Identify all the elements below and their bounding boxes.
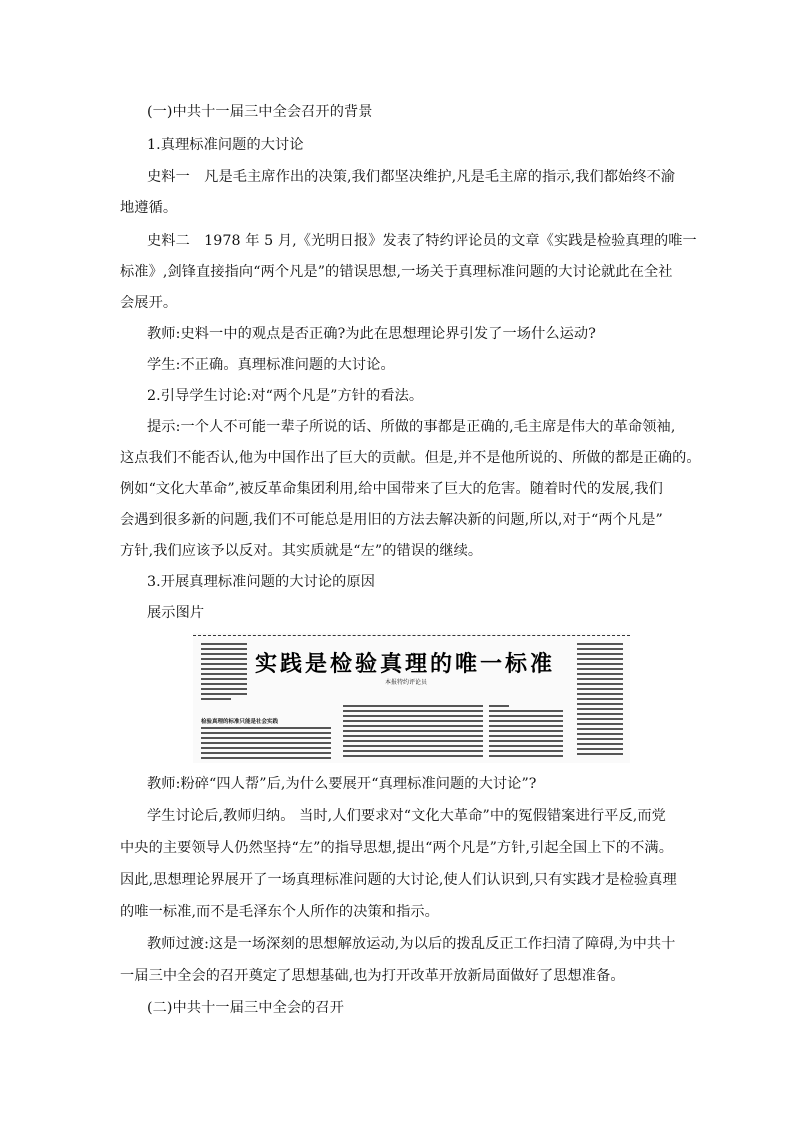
transition-line-1: 教师过渡:这是一场深刻的思想解放运动,为以后的拨乱反正工作扫清了障碍,为中共十 bbox=[147, 936, 676, 952]
newspaper-headline: 实践是检验真理的唯一标准 bbox=[255, 651, 556, 677]
source-two-line-3: 会展开。 bbox=[120, 295, 178, 311]
hint-line-1: 提示:一个人不可能一辈子所说的话、所做的事都是正确的,毛主席是伟大的革命领袖, bbox=[147, 419, 676, 435]
discussion-line-4: 的唯一标准,而不是毛泽东个人所作的决策和指示。 bbox=[120, 904, 439, 920]
source-one-line-2: 地遵循。 bbox=[120, 200, 178, 216]
subheading-truth-criterion: 1.真理标准问题的大讨论 bbox=[147, 137, 304, 153]
subheading-discussion: 2.引导学生讨论:对“两个凡是”方针的看法。 bbox=[147, 388, 424, 404]
newspaper-clipping-image bbox=[193, 633, 630, 763]
hint-line-5: 方针,我们应该予以反对。其实质就是“左”的错误的继续。 bbox=[120, 543, 483, 559]
hint-line-3: 例如“文化大革命”,被反革命集团利用,给中国带来了巨大的危害。随着时代的发展,我们 bbox=[120, 481, 663, 497]
text-column-left-top bbox=[201, 643, 247, 703]
newspaper-byline: 本报特约评论员 bbox=[385, 679, 428, 686]
discussion-line-3: 因此,思想理论界展开了一场真理标准问题的大讨论,使人们认识到,只有实践才是检验真理 bbox=[120, 872, 677, 888]
teacher-question-2: 教师:粉碎“四人帮”后,为什么要展开“真理标准问题的大讨论”? bbox=[147, 776, 537, 792]
newspaper-subheading: 检验真理的标准只能是社会实践 bbox=[201, 719, 279, 725]
source-two-line-1: 史料二 1978 年 5 月,《光明日报》发表了特约评论员的文章《实践是检验真理的唯一 bbox=[147, 233, 697, 249]
discussion-line-1: 学生讨论后,教师归纳。 当时,人们要求对“文化大革命”中的冤假错案进行平反,而党 bbox=[147, 808, 666, 824]
top-rule bbox=[193, 635, 630, 636]
source-one-line-1: 史料一 凡是毛主席作出的决策,我们都坚决维护,凡是毛主席的指示,我们都始终不渝 bbox=[147, 169, 676, 185]
subheading-reasons: 3.开展真理标准问题的大讨论的原因 bbox=[147, 574, 376, 590]
hint-line-2: 这点我们不能否认,他为中国作出了巨大的贡献。但是,并不是他所说的、所做的都是正确的。 bbox=[120, 450, 701, 466]
text-column-right bbox=[577, 643, 623, 758]
text-column-center bbox=[343, 705, 483, 760]
text-column-center-right bbox=[489, 705, 563, 760]
text-column-left-bottom bbox=[201, 727, 331, 762]
show-image-label: 展示图片 bbox=[147, 605, 205, 621]
source-two-line-2: 标准》,剑锋直接指向“两个凡是”的错误思想,一场关于真理标准问题的大讨论就此在全社 bbox=[120, 264, 673, 280]
section-heading-convening: (二)中共十一届三中全会的召开 bbox=[147, 1000, 345, 1016]
hint-line-4: 会遇到很多新的问题,我们不可能总是用旧的方法去解决新的问题,所以,对于“两个凡是” bbox=[120, 512, 663, 528]
discussion-line-2: 中央的主要领导人仍然坚持“左”的指导思想,提出“两个凡是”方针,引起全国上下的不满。 bbox=[120, 840, 673, 856]
section-heading-background: (一)中共十一届三中全会召开的背景 bbox=[147, 104, 373, 120]
student-answer-1: 学生:不正确。真理标准问题的大讨论。 bbox=[147, 357, 395, 373]
transition-line-2: 一届三中全会的召开奠定了思想基础,也为打开改革开放新局面做好了思想准备。 bbox=[120, 968, 625, 984]
teacher-question-1: 教师:史料一中的观点是否正确?为此在思想理论界引发了一场什么运动? bbox=[147, 326, 596, 342]
